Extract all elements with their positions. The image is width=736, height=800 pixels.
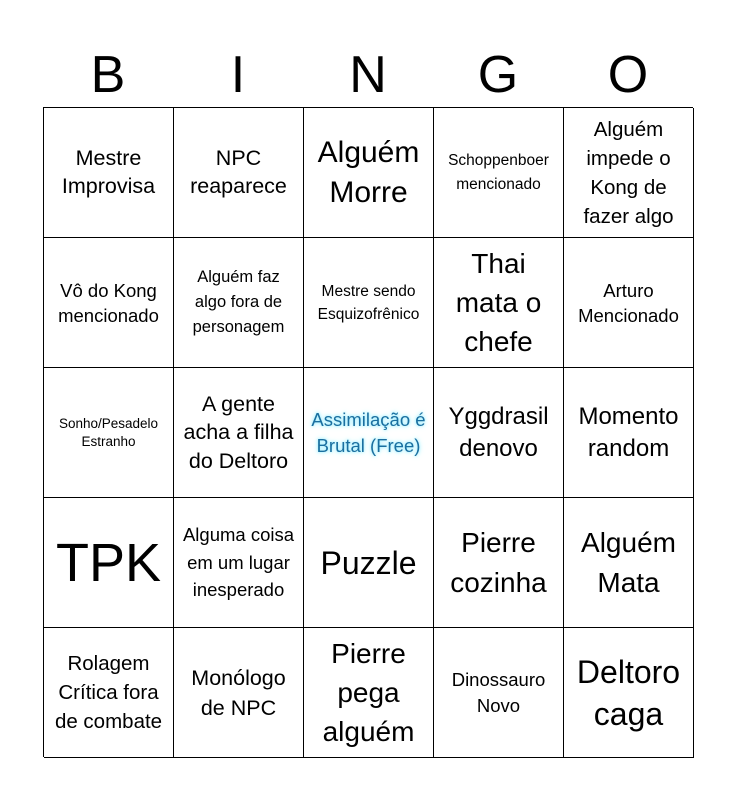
cell-text: Sonho/Pesadelo Estranho <box>58 415 159 449</box>
bingo-cell[interactable] <box>174 108 304 238</box>
free-space-cell[interactable] <box>304 368 434 498</box>
cell-text: TPK <box>55 532 162 593</box>
bingo-cell[interactable] <box>564 368 694 498</box>
header-letter-n: N <box>349 46 387 104</box>
bingo-cell[interactable] <box>304 238 434 368</box>
bingo-cell[interactable] <box>174 368 304 498</box>
bingo-cell[interactable] <box>434 498 564 628</box>
cell-text: Yggdrasil denovo <box>448 402 549 462</box>
cell-text: Momento random <box>578 402 679 462</box>
bingo-cell[interactable] <box>304 498 434 628</box>
cell-text: Mestre Improvisa <box>61 146 156 198</box>
bingo-cell[interactable] <box>304 108 434 238</box>
header-letter-b: B <box>90 46 126 104</box>
cell-text: Thai mata o chefe <box>455 248 542 357</box>
bingo-cell[interactable] <box>44 498 174 628</box>
bingo-cell[interactable] <box>174 628 304 758</box>
bingo-cell[interactable] <box>44 238 174 368</box>
cell-text: Pierre cozinha <box>450 526 547 598</box>
bingo-cell[interactable] <box>304 628 434 758</box>
cell-text: Pierre pega alguém <box>322 638 415 747</box>
cell-text: NPC reaparece <box>190 146 287 198</box>
cell-text: Puzzle <box>320 544 417 581</box>
bingo-cell[interactable] <box>44 628 174 758</box>
cell-text: Vô do Kong mencionado <box>58 279 159 326</box>
bingo-board <box>43 107 693 757</box>
cell-text: Deltoro caga <box>576 653 681 732</box>
cell-text: Alguém Mata <box>581 526 676 598</box>
cell-text: Arturo Mencionado <box>578 279 679 326</box>
cell-text: Rolagem Crítica fora de combate <box>54 652 163 733</box>
cell-text: Alguém faz algo fora de personagem <box>192 268 285 336</box>
header-letter-i: I <box>230 46 246 104</box>
bingo-cell[interactable] <box>564 498 694 628</box>
bingo-cell[interactable] <box>434 628 564 758</box>
bingo-cell[interactable] <box>564 628 694 758</box>
cell-text: A gente acha a filha do Deltoro <box>183 391 294 473</box>
cell-text: Alguém Morre <box>317 135 420 209</box>
cell-text: Dinossauro Novo <box>451 668 546 716</box>
bingo-cell[interactable] <box>564 108 694 238</box>
bingo-cell[interactable] <box>174 498 304 628</box>
cell-text: Schoppenboer mencionado <box>448 151 549 193</box>
bingo-cell[interactable] <box>44 368 174 498</box>
header-letter-g: G <box>477 46 519 104</box>
cell-text: Monólogo de NPC <box>191 665 286 720</box>
bingo-cell[interactable] <box>174 238 304 368</box>
cell-text: Alguém impede o Kong de fazer algo <box>583 117 674 228</box>
bingo-header <box>43 44 693 106</box>
header-letter-o: O <box>607 46 649 104</box>
bingo-cell[interactable] <box>44 108 174 238</box>
cell-text: Alguma coisa em um lugar inesperado <box>182 524 295 601</box>
bingo-cell[interactable] <box>434 238 564 368</box>
bingo-cell[interactable] <box>434 108 564 238</box>
bingo-cell[interactable] <box>564 238 694 368</box>
bingo-cell[interactable] <box>434 368 564 498</box>
cell-text: Mestre sendo Esquizofrênico <box>317 282 420 323</box>
free-space-text: Assimilação é Brutal (Free) <box>311 408 426 456</box>
